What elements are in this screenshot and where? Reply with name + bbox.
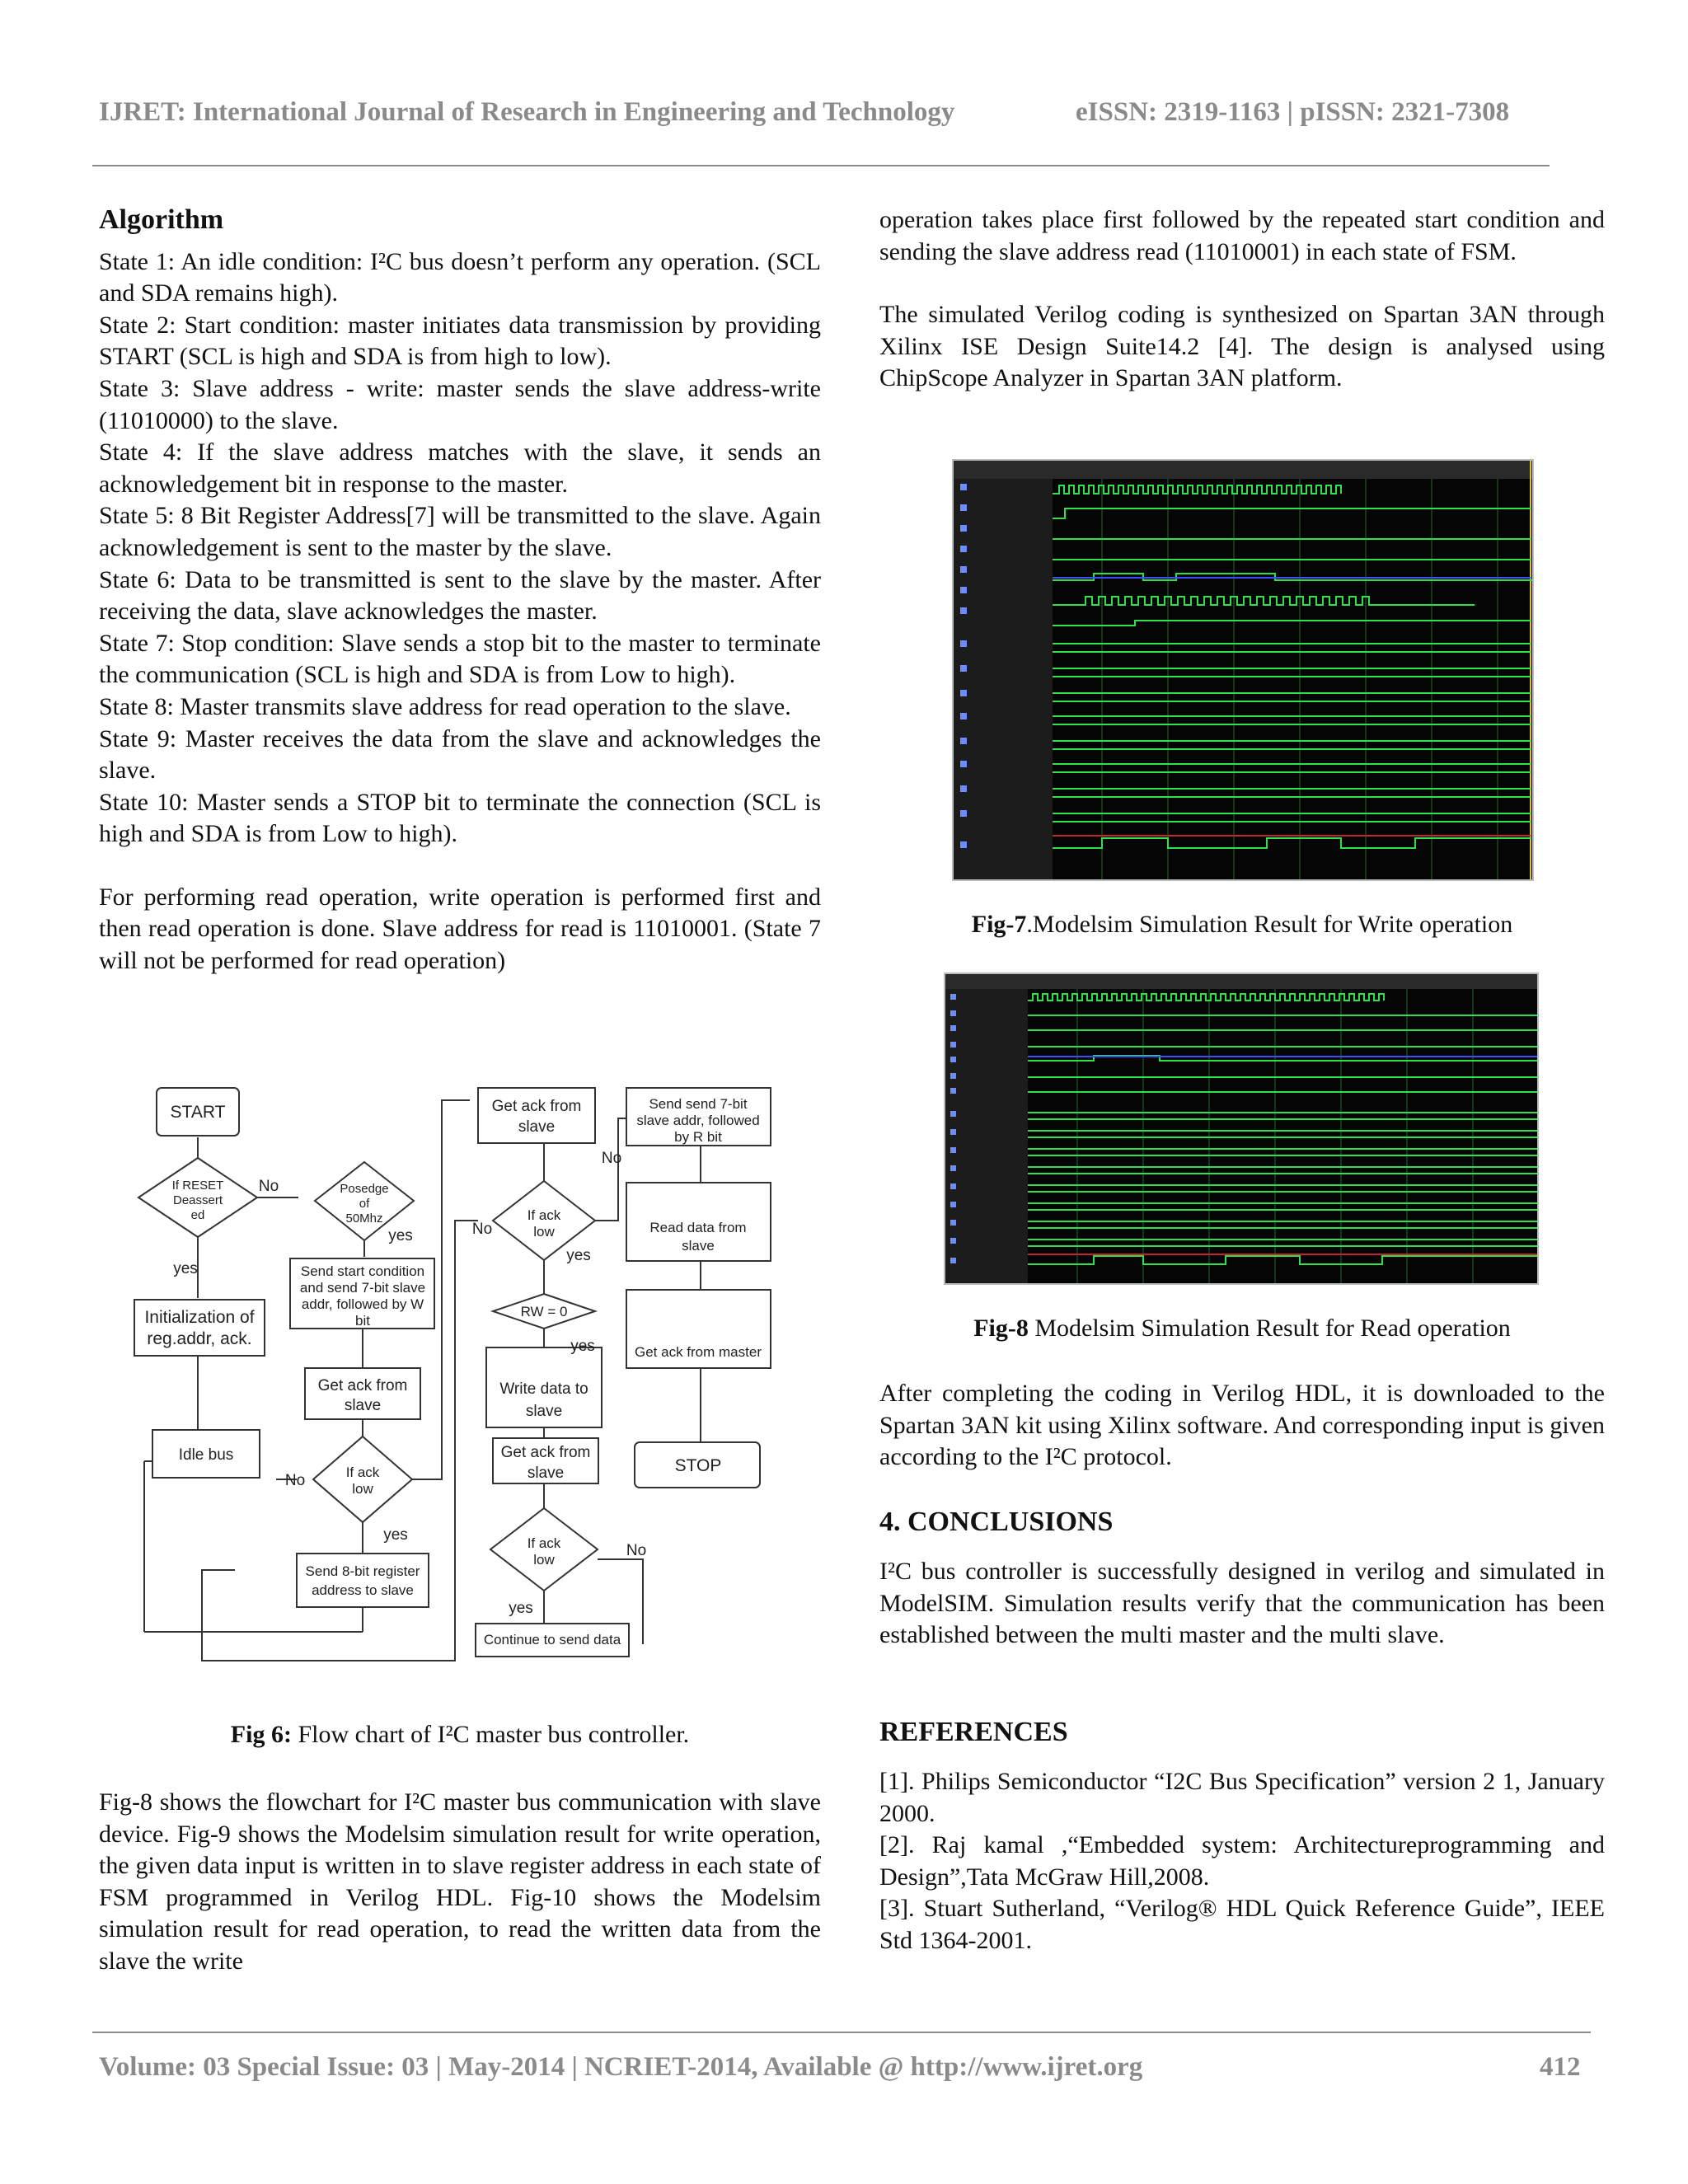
state-5: State 5: 8 Bit Register Address[7] will be transmitted to the slave. Again acknowledgement is sent to the master by the slave. bbox=[99, 502, 821, 561]
right-continuation: operation takes place first followed by the repeated start condition and sending the slave address read (11010001) in each state of FSM. bbox=[879, 206, 1605, 265]
fc-stop: STOP bbox=[674, 1456, 722, 1475]
fc-reset-2: Deassert bbox=[172, 1193, 223, 1207]
fc-init-1: Initialization of bbox=[144, 1308, 255, 1327]
reference-2: [2]. Raj kamal ,“Embedded system: Architectureprogramming and Design”,Tata McGraw Hill,2008. bbox=[879, 1831, 1605, 1891]
fc-sendread-1: Send send 7-bit bbox=[649, 1096, 748, 1112]
fc-yes-2: yes bbox=[388, 1227, 413, 1244]
fc-pos-1: Posedge bbox=[340, 1182, 389, 1196]
reference-1: [1]. Philips Semiconductor “I2C Bus Specification” version 2 1, January 2000. bbox=[879, 1768, 1605, 1827]
synthesis-paragraph: The simulated Verilog coding is synthesized on Spartan 3AN through Xilinx ISE Design Suite14.2 [4]. The design is analysed using ChipScope Analyzer in Spartan 3AN platform. bbox=[879, 301, 1605, 392]
left-bottom-paragraph bbox=[99, 1787, 821, 1978]
fc-ifack-3: If ack bbox=[527, 1207, 561, 1223]
fc-getack-3: Get ack from bbox=[491, 1098, 582, 1115]
fc-no-4: No bbox=[471, 1221, 493, 1238]
fc-yes-6: yes bbox=[509, 1600, 533, 1617]
fc-rw: RW = 0 bbox=[520, 1304, 568, 1319]
left-column bbox=[99, 204, 821, 977]
fig8-text: Modelsim Simulation Result for Read operation bbox=[1028, 1315, 1511, 1342]
fc-ifack-5: If ack bbox=[527, 1535, 561, 1551]
fc-getack-1: Get ack from bbox=[317, 1377, 408, 1394]
fc-readdata-2: slave bbox=[682, 1238, 715, 1254]
fc-no-5: No bbox=[626, 1542, 647, 1559]
fc-getack-4: slave bbox=[518, 1118, 556, 1136]
fig7-caption bbox=[879, 911, 1605, 939]
references-list bbox=[879, 1766, 1605, 1957]
fig6-label: Fig 6: bbox=[230, 1721, 292, 1748]
fig6-text: Flow chart of I²C master bus controller. bbox=[291, 1721, 690, 1748]
fc-write-2: slave bbox=[525, 1403, 563, 1420]
fc-ifack-1: If ack bbox=[345, 1465, 380, 1480]
fig8-caption bbox=[879, 1315, 1605, 1343]
state-1: State 1: An idle condition: I²C bus doesn’t perform any operation. (SCL and SDA remains high). bbox=[99, 247, 821, 307]
fc-getack-6: slave bbox=[527, 1465, 565, 1482]
fc-getack-master: Get ack from master bbox=[635, 1344, 762, 1360]
fc-send8-2: address to slave bbox=[312, 1582, 414, 1598]
state-8: State 8: Master transmits slave address for read operation to the slave. bbox=[99, 692, 791, 720]
download-paragraph: After completing the coding in Verilog HDL, it is downloaded to the Spartan 3AN kit using Xilinx software. And corresponding input is given according to the I²C protocol. bbox=[879, 1380, 1605, 1471]
fc-yes-3: yes bbox=[383, 1526, 408, 1544]
conclusions-heading: 4. CONCLUSIONS bbox=[879, 1507, 1114, 1537]
fc-reset-3: ed bbox=[190, 1208, 205, 1222]
fc-write-1: Write data to bbox=[499, 1380, 588, 1398]
fc-send8-1: Send 8-bit register bbox=[305, 1563, 420, 1579]
fc-sendread-3: by R bit bbox=[674, 1129, 722, 1145]
fc-ifack-2: low bbox=[352, 1481, 373, 1497]
fc-yes-4: yes bbox=[566, 1247, 591, 1264]
fig6-caption bbox=[99, 1721, 821, 1749]
state-10: State 10: Master sends a STOP bit to terminate the connection (SCL is high and SDA is from Low to high). bbox=[99, 788, 821, 848]
fc-yes-1: yes bbox=[173, 1260, 198, 1277]
fc-ifack-4: low bbox=[533, 1224, 555, 1240]
state-9: State 9: Master receives the data from the slave and acknowledges the slave. bbox=[99, 724, 821, 785]
issn-header: eISSN: 2319-1163 | pISSN: 2321-7308 bbox=[1076, 97, 1510, 127]
fc-start: START bbox=[170, 1103, 226, 1122]
right-after-figures bbox=[879, 1378, 1605, 1474]
fc-init-2: reg.addr, ack. bbox=[147, 1329, 252, 1348]
fc-sendstart-1: Send start condition bbox=[300, 1263, 425, 1279]
references-heading: REFERENCES bbox=[879, 1717, 1068, 1747]
fc-sendstart-3: addr, followed by W bbox=[301, 1296, 424, 1312]
conclusions-body bbox=[879, 1556, 1605, 1652]
flowchart-description: Fig-8 shows the flowchart for I²C master bus communication with slave device. Fig-9 shows the Modelsim simulation result for write operation, the given data input is written in to slave register address in each state of FSM programmed in Verilog HDL. Fig-10 shows the Modelsim simulation result for read operation, to read the written data from the slave the write bbox=[99, 1788, 821, 1975]
footer-rule bbox=[92, 2032, 1591, 2033]
state-4: State 4: If the slave address matches with the slave, it sends an acknowledgement bit in response to the master. bbox=[99, 438, 821, 498]
fc-continue: Continue to send data bbox=[483, 1632, 621, 1647]
fc-readdata-1: Read data from bbox=[649, 1220, 747, 1235]
header-rule bbox=[92, 165, 1550, 166]
fc-ifack-6: low bbox=[533, 1552, 555, 1568]
fig7-text: .Modelsim Simulation Result for Write operation bbox=[1026, 911, 1513, 938]
fc-pos-2: of bbox=[359, 1197, 370, 1211]
fc-no-2: No bbox=[284, 1472, 306, 1489]
fc-reset-1: If RESET bbox=[171, 1179, 224, 1193]
flowchart-figure bbox=[124, 1076, 783, 1673]
footer-text: Volume: 03 Special Issue: 03 | May-2014 | NCRIET-2014, Available @ http://www.ijret.org bbox=[99, 2052, 1143, 2082]
journal-header: IJRET: International Journal of Research in Engineering and Technology bbox=[99, 97, 955, 127]
flowchart-shapes bbox=[134, 1088, 771, 1657]
right-top bbox=[879, 204, 1605, 395]
fc-sendstart-4: bit bbox=[355, 1313, 370, 1329]
fc-no-1: No bbox=[258, 1178, 279, 1195]
state-7: State 7: Stop condition: Slave sends a stop bit to the master to terminate the communication (SCL is high and SDA is from Low to high). bbox=[99, 629, 821, 689]
reference-3: [3]. Stuart Sutherland, “Verilog® HDL Quick Reference Guide”, IEEE Std 1364-2001. bbox=[879, 1895, 1605, 1954]
state-3: State 3: Slave address - write: master sends the slave address-write (11010000) to the slave. bbox=[99, 374, 821, 434]
fc-yes-5: yes bbox=[570, 1338, 595, 1355]
fc-idle: Idle bus bbox=[178, 1446, 234, 1464]
state-2: State 2: Start condition: master initiates data transmission by providing START (SCL is high and SDA is from high to low). bbox=[99, 311, 821, 371]
algorithm-heading: Algorithm bbox=[99, 204, 224, 235]
fc-no-3: No bbox=[601, 1150, 622, 1167]
fc-sendread-2: slave addr, followed bbox=[636, 1113, 760, 1128]
fig7-label: Fig-7 bbox=[971, 911, 1027, 938]
fc-pos-3: 50Mhz bbox=[345, 1212, 383, 1226]
fig7-waveform bbox=[952, 459, 1534, 881]
fig8-waveform bbox=[944, 972, 1539, 1285]
fc-sendstart-2: and send 7-bit slave bbox=[299, 1280, 426, 1296]
page-number: 412 bbox=[1540, 2052, 1581, 2082]
state-6: State 6: Data to be transmitted is sent to the slave by the master. After receiving the data, slave acknowledges the master. bbox=[99, 565, 821, 626]
fc-getack-2: slave bbox=[344, 1397, 382, 1414]
fig8-label: Fig-8 bbox=[973, 1315, 1029, 1342]
fc-getack-5: Get ack from bbox=[500, 1444, 591, 1461]
read-operation-paragraph: For performing read operation, write operation is performed first and then read operation is done. Slave address for read is 11010001. (State 7 will not be performed for read operation) bbox=[99, 883, 821, 975]
conclusions-text: I²C bus controller is successfully designed in verilog and simulated in ModelSIM. Simulation results verify that the communication has been established between the multi master and the multi slave. bbox=[879, 1558, 1605, 1649]
